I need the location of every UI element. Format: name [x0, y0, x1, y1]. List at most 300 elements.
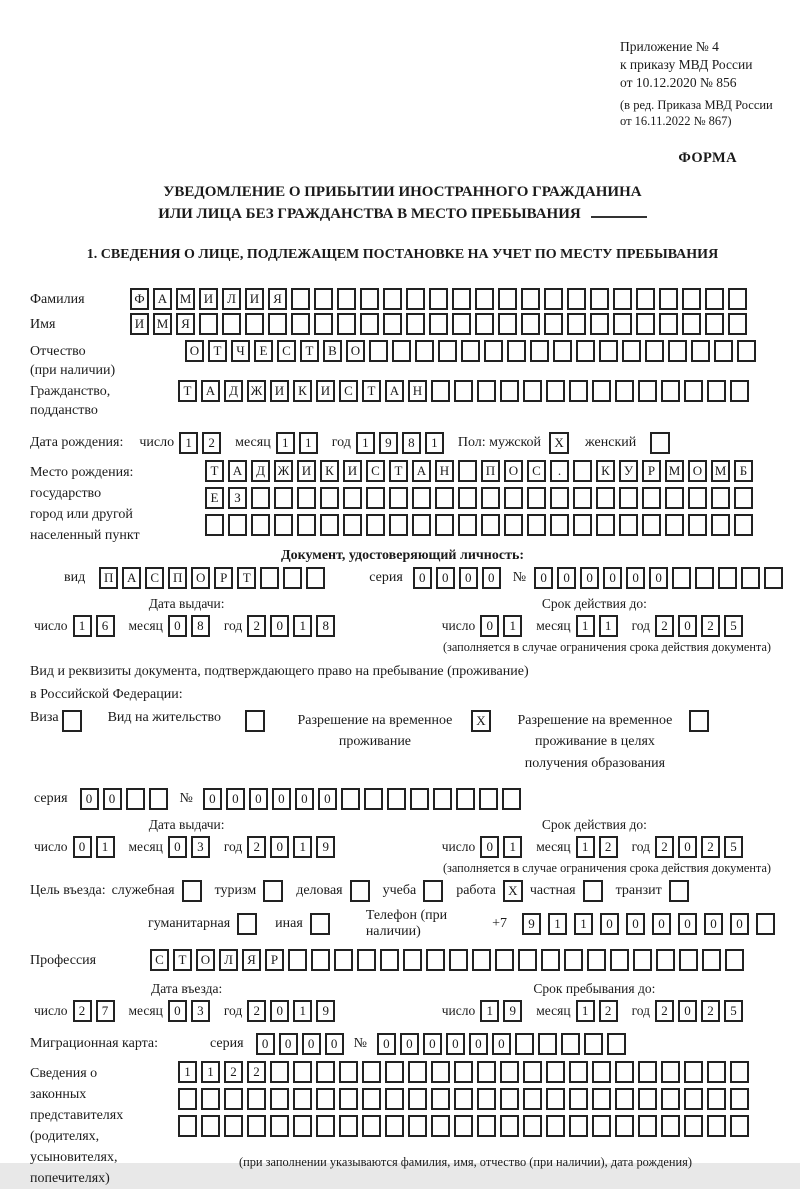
char-cell[interactable] [682, 288, 701, 310]
char-cell[interactable] [725, 949, 744, 971]
char-cell[interactable] [320, 487, 339, 509]
char-cell[interactable]: Я [268, 288, 287, 310]
char-cell[interactable] [737, 340, 756, 362]
sex-female-checkbox[interactable] [650, 432, 670, 454]
char-cell[interactable]: П [481, 460, 500, 482]
char-cell[interactable] [523, 1061, 542, 1083]
char-cell[interactable]: 0 [318, 788, 337, 810]
char-cell[interactable] [311, 949, 330, 971]
char-cell[interactable]: 8 [402, 432, 421, 454]
char-cell[interactable] [458, 514, 477, 536]
char-cell[interactable] [306, 567, 325, 589]
char-cell[interactable] [538, 1033, 557, 1055]
char-cell[interactable]: 1 [503, 615, 522, 637]
char-cell[interactable] [431, 1115, 450, 1137]
char-cell[interactable] [366, 487, 385, 509]
char-cell[interactable] [590, 288, 609, 310]
char-cell[interactable]: О [196, 949, 215, 971]
char-cell[interactable] [502, 788, 521, 810]
char-cell[interactable] [389, 487, 408, 509]
char-cell[interactable]: С [277, 340, 296, 362]
char-cell[interactable]: 3 [191, 836, 210, 858]
char-cell[interactable]: Р [642, 460, 661, 482]
char-cell[interactable]: 3 [191, 1000, 210, 1022]
char-cell[interactable] [530, 340, 549, 362]
char-cell[interactable]: 0 [413, 567, 432, 589]
char-cell[interactable]: 2 [655, 615, 674, 637]
char-cell[interactable] [484, 340, 503, 362]
temp-permit-checkbox[interactable]: X [471, 710, 491, 732]
char-cell[interactable]: 1 [576, 836, 595, 858]
char-cell[interactable] [343, 514, 362, 536]
char-cell[interactable]: 0 [168, 615, 187, 637]
char-cell[interactable]: 1 [356, 432, 375, 454]
char-cell[interactable] [613, 313, 632, 335]
char-cell[interactable]: 2 [202, 432, 221, 454]
char-cell[interactable] [544, 288, 563, 310]
char-cell[interactable] [334, 949, 353, 971]
char-cell[interactable]: 0 [626, 913, 645, 935]
char-cell[interactable]: А [153, 288, 172, 310]
char-cell[interactable] [178, 1115, 197, 1137]
char-cell[interactable]: 2 [247, 1000, 266, 1022]
char-cell[interactable] [567, 313, 586, 335]
char-cell[interactable] [645, 340, 664, 362]
char-cell[interactable] [619, 487, 638, 509]
sex-male-checkbox[interactable]: X [549, 432, 569, 454]
char-cell[interactable]: 0 [270, 836, 289, 858]
char-cell[interactable]: 2 [247, 1061, 266, 1083]
char-cell[interactable] [730, 1115, 749, 1137]
char-cell[interactable] [339, 1061, 358, 1083]
char-cell[interactable] [546, 1088, 565, 1110]
char-cell[interactable]: О [346, 340, 365, 362]
char-cell[interactable]: 0 [652, 913, 671, 935]
char-cell[interactable] [498, 288, 517, 310]
char-cell[interactable]: 0 [480, 615, 499, 637]
char-cell[interactable]: К [320, 460, 339, 482]
char-cell[interactable] [523, 1088, 542, 1110]
char-cell[interactable]: 0 [423, 1033, 442, 1055]
char-cell[interactable] [429, 313, 448, 335]
char-cell[interactable] [523, 380, 542, 402]
char-cell[interactable] [481, 514, 500, 536]
char-cell[interactable]: 0 [103, 788, 122, 810]
char-cell[interactable] [408, 1088, 427, 1110]
char-cell[interactable] [270, 1115, 289, 1137]
char-cell[interactable]: 0 [492, 1033, 511, 1055]
char-cell[interactable] [546, 380, 565, 402]
char-cell[interactable]: А [122, 567, 141, 589]
char-cell[interactable] [504, 487, 523, 509]
char-cell[interactable] [576, 340, 595, 362]
char-cell[interactable]: 1 [574, 913, 593, 935]
char-cell[interactable] [472, 949, 491, 971]
char-cell[interactable] [481, 487, 500, 509]
char-cell[interactable] [599, 340, 618, 362]
char-cell[interactable] [500, 1061, 519, 1083]
char-cell[interactable]: 2 [701, 1000, 720, 1022]
char-cell[interactable] [711, 514, 730, 536]
char-cell[interactable]: 0 [678, 836, 697, 858]
char-cell[interactable] [679, 949, 698, 971]
char-cell[interactable] [456, 788, 475, 810]
char-cell[interactable]: Р [214, 567, 233, 589]
char-cell[interactable] [364, 788, 383, 810]
char-cell[interactable] [638, 1088, 657, 1110]
char-cell[interactable]: С [366, 460, 385, 482]
char-cell[interactable] [498, 313, 517, 335]
char-cell[interactable] [659, 313, 678, 335]
char-cell[interactable]: . [550, 460, 569, 482]
char-cell[interactable] [707, 1061, 726, 1083]
char-cell[interactable] [291, 313, 310, 335]
char-cell[interactable] [730, 380, 749, 402]
char-cell[interactable]: 0 [534, 567, 553, 589]
char-cell[interactable] [569, 1061, 588, 1083]
char-cell[interactable]: 9 [316, 1000, 335, 1022]
char-cell[interactable]: 0 [446, 1033, 465, 1055]
char-cell[interactable]: 0 [678, 615, 697, 637]
char-cell[interactable] [435, 514, 454, 536]
char-cell[interactable] [633, 949, 652, 971]
char-cell[interactable] [452, 313, 471, 335]
char-cell[interactable] [684, 1061, 703, 1083]
char-cell[interactable]: И [343, 460, 362, 482]
char-cell[interactable] [362, 1088, 381, 1110]
char-cell[interactable] [659, 288, 678, 310]
char-cell[interactable]: 9 [503, 1000, 522, 1022]
char-cell[interactable] [475, 313, 494, 335]
char-cell[interactable] [149, 788, 168, 810]
char-cell[interactable] [584, 1033, 603, 1055]
char-cell[interactable] [728, 313, 747, 335]
char-cell[interactable] [636, 288, 655, 310]
char-cell[interactable] [642, 487, 661, 509]
char-cell[interactable] [291, 288, 310, 310]
char-cell[interactable]: 0 [480, 836, 499, 858]
char-cell[interactable] [369, 340, 388, 362]
char-cell[interactable] [222, 313, 241, 335]
char-cell[interactable]: П [168, 567, 187, 589]
char-cell[interactable] [495, 949, 514, 971]
char-cell[interactable]: 1 [503, 836, 522, 858]
char-cell[interactable] [615, 1061, 634, 1083]
char-cell[interactable]: И [270, 380, 289, 402]
char-cell[interactable] [567, 288, 586, 310]
char-cell[interactable] [412, 514, 431, 536]
char-cell[interactable] [385, 1115, 404, 1137]
char-cell[interactable] [454, 1088, 473, 1110]
char-cell[interactable]: 0 [436, 567, 455, 589]
char-cell[interactable]: 0 [73, 836, 92, 858]
char-cell[interactable]: А [412, 460, 431, 482]
char-cell[interactable] [668, 340, 687, 362]
char-cell[interactable] [518, 949, 537, 971]
char-cell[interactable]: 7 [96, 1000, 115, 1022]
char-cell[interactable]: 0 [279, 1033, 298, 1055]
char-cell[interactable] [642, 514, 661, 536]
char-cell[interactable] [337, 313, 356, 335]
char-cell[interactable]: 0 [226, 788, 245, 810]
char-cell[interactable] [429, 288, 448, 310]
char-cell[interactable] [615, 380, 634, 402]
char-cell[interactable]: 1 [178, 1061, 197, 1083]
char-cell[interactable] [251, 514, 270, 536]
char-cell[interactable]: 0 [295, 788, 314, 810]
char-cell[interactable]: 2 [655, 836, 674, 858]
char-cell[interactable]: О [185, 340, 204, 362]
char-cell[interactable] [672, 567, 691, 589]
char-cell[interactable] [564, 949, 583, 971]
char-cell[interactable] [561, 1033, 580, 1055]
char-cell[interactable]: 0 [704, 913, 723, 935]
char-cell[interactable]: П [99, 567, 118, 589]
char-cell[interactable]: О [504, 460, 523, 482]
char-cell[interactable]: 0 [678, 913, 697, 935]
char-cell[interactable] [406, 288, 425, 310]
char-cell[interactable] [293, 1061, 312, 1083]
char-cell[interactable] [251, 487, 270, 509]
char-cell[interactable]: С [339, 380, 358, 402]
char-cell[interactable] [500, 1088, 519, 1110]
char-cell[interactable]: 0 [270, 615, 289, 637]
char-cell[interactable] [199, 313, 218, 335]
char-cell[interactable] [270, 1088, 289, 1110]
char-cell[interactable] [661, 380, 680, 402]
char-cell[interactable] [569, 1088, 588, 1110]
char-cell[interactable] [610, 949, 629, 971]
char-cell[interactable] [569, 380, 588, 402]
char-cell[interactable] [730, 1088, 749, 1110]
char-cell[interactable]: 0 [400, 1033, 419, 1055]
char-cell[interactable] [415, 340, 434, 362]
char-cell[interactable] [527, 487, 546, 509]
char-cell[interactable] [714, 340, 733, 362]
char-cell[interactable] [705, 288, 724, 310]
char-cell[interactable]: 1 [548, 913, 567, 935]
char-cell[interactable]: С [145, 567, 164, 589]
char-cell[interactable] [461, 340, 480, 362]
char-cell[interactable]: 1 [73, 615, 92, 637]
char-cell[interactable] [458, 487, 477, 509]
char-cell[interactable]: И [199, 288, 218, 310]
char-cell[interactable]: 0 [678, 1000, 697, 1022]
char-cell[interactable] [433, 788, 452, 810]
char-cell[interactable]: 9 [316, 836, 335, 858]
char-cell[interactable] [410, 788, 429, 810]
char-cell[interactable] [477, 1061, 496, 1083]
char-cell[interactable]: 1 [293, 836, 312, 858]
char-cell[interactable]: 0 [600, 913, 619, 935]
char-cell[interactable]: 5 [724, 836, 743, 858]
char-cell[interactable] [360, 288, 379, 310]
char-cell[interactable] [515, 1033, 534, 1055]
char-cell[interactable]: 2 [599, 836, 618, 858]
char-cell[interactable] [224, 1115, 243, 1137]
char-cell[interactable] [406, 313, 425, 335]
edu-permit-checkbox[interactable] [689, 710, 709, 732]
char-cell[interactable]: 5 [724, 615, 743, 637]
char-cell[interactable] [764, 567, 783, 589]
char-cell[interactable]: Н [408, 380, 427, 402]
char-cell[interactable] [521, 313, 540, 335]
char-cell[interactable] [449, 949, 468, 971]
char-cell[interactable]: А [385, 380, 404, 402]
char-cell[interactable]: Я [242, 949, 261, 971]
purpose-study-checkbox[interactable] [423, 880, 443, 902]
char-cell[interactable] [546, 1061, 565, 1083]
char-cell[interactable] [454, 1115, 473, 1137]
char-cell[interactable] [665, 514, 684, 536]
char-cell[interactable] [638, 380, 657, 402]
char-cell[interactable]: Я [176, 313, 195, 335]
purpose-tourism-checkbox[interactable] [263, 880, 283, 902]
char-cell[interactable]: Ж [274, 460, 293, 482]
char-cell[interactable]: 1 [599, 615, 618, 637]
purpose-work-checkbox[interactable]: X [503, 880, 523, 902]
char-cell[interactable]: 2 [701, 836, 720, 858]
purpose-humanitarian-checkbox[interactable] [237, 913, 257, 935]
char-cell[interactable] [718, 567, 737, 589]
char-cell[interactable] [245, 313, 264, 335]
char-cell[interactable] [636, 313, 655, 335]
char-cell[interactable] [682, 313, 701, 335]
char-cell[interactable] [477, 1088, 496, 1110]
char-cell[interactable] [527, 514, 546, 536]
char-cell[interactable]: М [176, 288, 195, 310]
char-cell[interactable] [656, 949, 675, 971]
char-cell[interactable] [734, 514, 753, 536]
char-cell[interactable] [607, 1033, 626, 1055]
char-cell[interactable] [320, 514, 339, 536]
char-cell[interactable] [615, 1088, 634, 1110]
char-cell[interactable] [385, 1061, 404, 1083]
char-cell[interactable]: Т [205, 460, 224, 482]
residence-permit-checkbox[interactable] [245, 710, 265, 732]
char-cell[interactable] [205, 514, 224, 536]
char-cell[interactable] [592, 1061, 611, 1083]
char-cell[interactable] [268, 313, 287, 335]
char-cell[interactable] [383, 288, 402, 310]
char-cell[interactable] [247, 1088, 266, 1110]
char-cell[interactable] [392, 340, 411, 362]
char-cell[interactable] [454, 380, 473, 402]
char-cell[interactable] [730, 1061, 749, 1083]
char-cell[interactable] [479, 788, 498, 810]
char-cell[interactable] [438, 340, 457, 362]
char-cell[interactable] [297, 487, 316, 509]
char-cell[interactable] [734, 487, 753, 509]
char-cell[interactable]: 2 [701, 615, 720, 637]
char-cell[interactable] [316, 1088, 335, 1110]
char-cell[interactable] [293, 1115, 312, 1137]
char-cell[interactable] [435, 487, 454, 509]
char-cell[interactable] [707, 1088, 726, 1110]
char-cell[interactable] [314, 288, 333, 310]
char-cell[interactable] [297, 514, 316, 536]
char-cell[interactable]: 0 [80, 788, 99, 810]
char-cell[interactable] [550, 487, 569, 509]
char-cell[interactable] [426, 949, 445, 971]
char-cell[interactable] [431, 1088, 450, 1110]
char-cell[interactable] [337, 288, 356, 310]
char-cell[interactable]: Л [222, 288, 241, 310]
char-cell[interactable]: М [665, 460, 684, 482]
char-cell[interactable] [178, 1088, 197, 1110]
char-cell[interactable]: Р [265, 949, 284, 971]
char-cell[interactable] [412, 487, 431, 509]
char-cell[interactable]: 0 [168, 836, 187, 858]
char-cell[interactable]: М [711, 460, 730, 482]
char-cell[interactable] [665, 487, 684, 509]
char-cell[interactable] [316, 1115, 335, 1137]
char-cell[interactable]: Д [251, 460, 270, 482]
char-cell[interactable]: 0 [482, 567, 501, 589]
char-cell[interactable]: Ж [247, 380, 266, 402]
char-cell[interactable]: 2 [73, 1000, 92, 1022]
char-cell[interactable] [728, 288, 747, 310]
char-cell[interactable]: 1 [576, 615, 595, 637]
char-cell[interactable] [523, 1115, 542, 1137]
char-cell[interactable] [638, 1115, 657, 1137]
char-cell[interactable]: 1 [425, 432, 444, 454]
char-cell[interactable] [228, 514, 247, 536]
char-cell[interactable] [380, 949, 399, 971]
char-cell[interactable] [362, 1115, 381, 1137]
char-cell[interactable]: 1 [293, 615, 312, 637]
char-cell[interactable] [596, 514, 615, 536]
char-cell[interactable]: Е [254, 340, 273, 362]
char-cell[interactable] [314, 313, 333, 335]
char-cell[interactable]: 0 [459, 567, 478, 589]
char-cell[interactable] [385, 1088, 404, 1110]
char-cell[interactable]: 9 [379, 432, 398, 454]
char-cell[interactable] [695, 567, 714, 589]
char-cell[interactable]: З [228, 487, 247, 509]
char-cell[interactable]: О [191, 567, 210, 589]
char-cell[interactable] [362, 1061, 381, 1083]
char-cell[interactable]: 0 [626, 567, 645, 589]
char-cell[interactable]: К [293, 380, 312, 402]
char-cell[interactable] [387, 788, 406, 810]
char-cell[interactable]: Т [178, 380, 197, 402]
char-cell[interactable] [274, 487, 293, 509]
char-cell[interactable]: И [245, 288, 264, 310]
char-cell[interactable] [247, 1115, 266, 1137]
char-cell[interactable] [224, 1088, 243, 1110]
char-cell[interactable] [684, 380, 703, 402]
char-cell[interactable]: 0 [256, 1033, 275, 1055]
char-cell[interactable] [702, 949, 721, 971]
char-cell[interactable]: Т [300, 340, 319, 362]
purpose-private-checkbox[interactable] [583, 880, 603, 902]
char-cell[interactable] [507, 340, 526, 362]
char-cell[interactable]: В [323, 340, 342, 362]
char-cell[interactable] [756, 913, 775, 935]
char-cell[interactable]: 1 [276, 432, 295, 454]
char-cell[interactable] [477, 380, 496, 402]
char-cell[interactable] [553, 340, 572, 362]
char-cell[interactable]: 1 [201, 1061, 220, 1083]
char-cell[interactable] [688, 487, 707, 509]
char-cell[interactable] [684, 1088, 703, 1110]
char-cell[interactable] [613, 288, 632, 310]
char-cell[interactable]: 0 [249, 788, 268, 810]
char-cell[interactable]: 0 [469, 1033, 488, 1055]
char-cell[interactable]: 6 [96, 615, 115, 637]
char-cell[interactable] [500, 380, 519, 402]
